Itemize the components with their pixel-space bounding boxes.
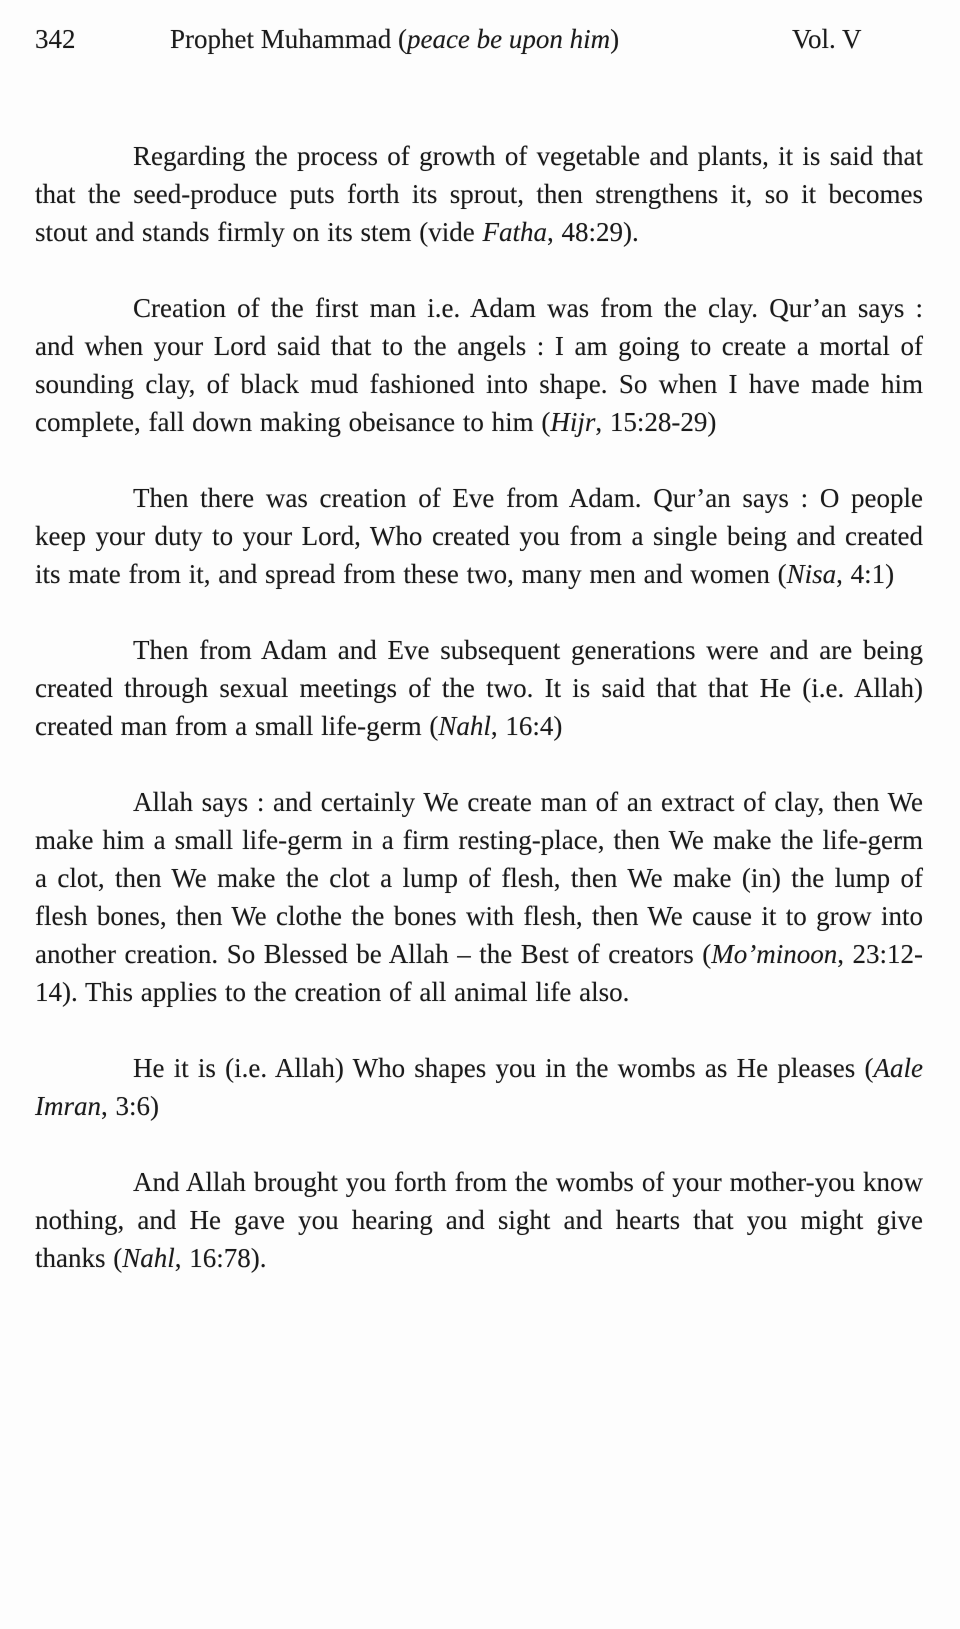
paragraphs-container — [35, 137, 923, 1277]
paragraph-text: He it is (i.e. Allah) Who shapes you in the wombs as He pleases ( — [133, 1053, 874, 1083]
running-title-prefix: Prophet Muhammad ( — [170, 24, 407, 54]
running-header — [0, 22, 960, 56]
citation-source: Nahl — [122, 1243, 175, 1273]
paragraph — [35, 631, 923, 745]
citation-source: Nisa — [786, 559, 837, 589]
paragraph-text: Then there was creation of Eve from Adam. Qur’an says : O people keep your duty to your Lord, Who created you from a single being and created its mate from it, and spread from these two, many men and women ( — [35, 483, 923, 589]
running-title — [170, 22, 619, 56]
paragraph-text: , 3:6) — [101, 1091, 159, 1121]
paragraph — [35, 1049, 923, 1125]
citation-source: Hijr — [550, 407, 596, 437]
paragraph-text: , 15:28-29) — [595, 407, 717, 437]
citation-source: Mo’minoon — [711, 939, 838, 969]
paragraph-text: , 23:12-14). This applies to the creation of all animal life also. — [35, 939, 923, 1007]
paragraph-text: , 16:78). — [174, 1243, 267, 1273]
page-number: 342 — [35, 24, 76, 54]
paragraph-text: , 16:4) — [490, 711, 563, 741]
page-body — [35, 137, 923, 1315]
citation-source: Nahl — [438, 711, 491, 741]
paragraph-text: Creation of the first man i.e. Adam was from the clay. Qur’an says : and when your Lord said that to the angels : I am going to create a mortal of sounding clay, of black mud fashioned into shape. So when I have made him complete, fall down making obeisance to him ( — [35, 293, 923, 437]
paragraph-text: , 4:1) — [836, 559, 895, 589]
citation-source: Aale Imran — [35, 1053, 923, 1121]
paragraph — [35, 783, 923, 1011]
paragraph-text: And Allah brought you forth from the wombs of your mother-you know nothing, and He gave you hearing and sight and hearts that you might give thanks ( — [35, 1167, 923, 1273]
paragraph-text: Allah says : and certainly We create man of an extract of clay, then We make him a small life-germ in a firm resting-place, then We make the life-germ a clot, then We make the clot a lump of flesh, then We make (in) the lump of flesh bones, then We clothe the bones with flesh, then We cause it to grow into another creation. So Blessed be Allah – the Best of creators ( — [35, 787, 923, 969]
paragraph-text: Regarding the process of growth of vegetable and plants, it is said that that the seed-produce puts forth its sprout, then strengthens it, so it becomes stout and stands firmly on its stem (vide — [35, 141, 923, 247]
paragraph — [35, 289, 923, 441]
paragraph — [35, 479, 923, 593]
citation-source: Fatha — [482, 217, 547, 247]
paragraph — [35, 137, 923, 251]
volume-label: Vol. V — [792, 24, 862, 54]
paragraph-text: , 48:29). — [546, 217, 639, 247]
running-title-italic: peace be upon him — [406, 24, 611, 54]
paragraph-text: Then from Adam and Eve subsequent generations were and are being created through sexual meetings of the two. It is said that that He (i.e. Allah) created man from a small life-germ ( — [35, 635, 923, 741]
paragraph — [35, 1163, 923, 1277]
running-title-suffix: ) — [610, 24, 620, 54]
